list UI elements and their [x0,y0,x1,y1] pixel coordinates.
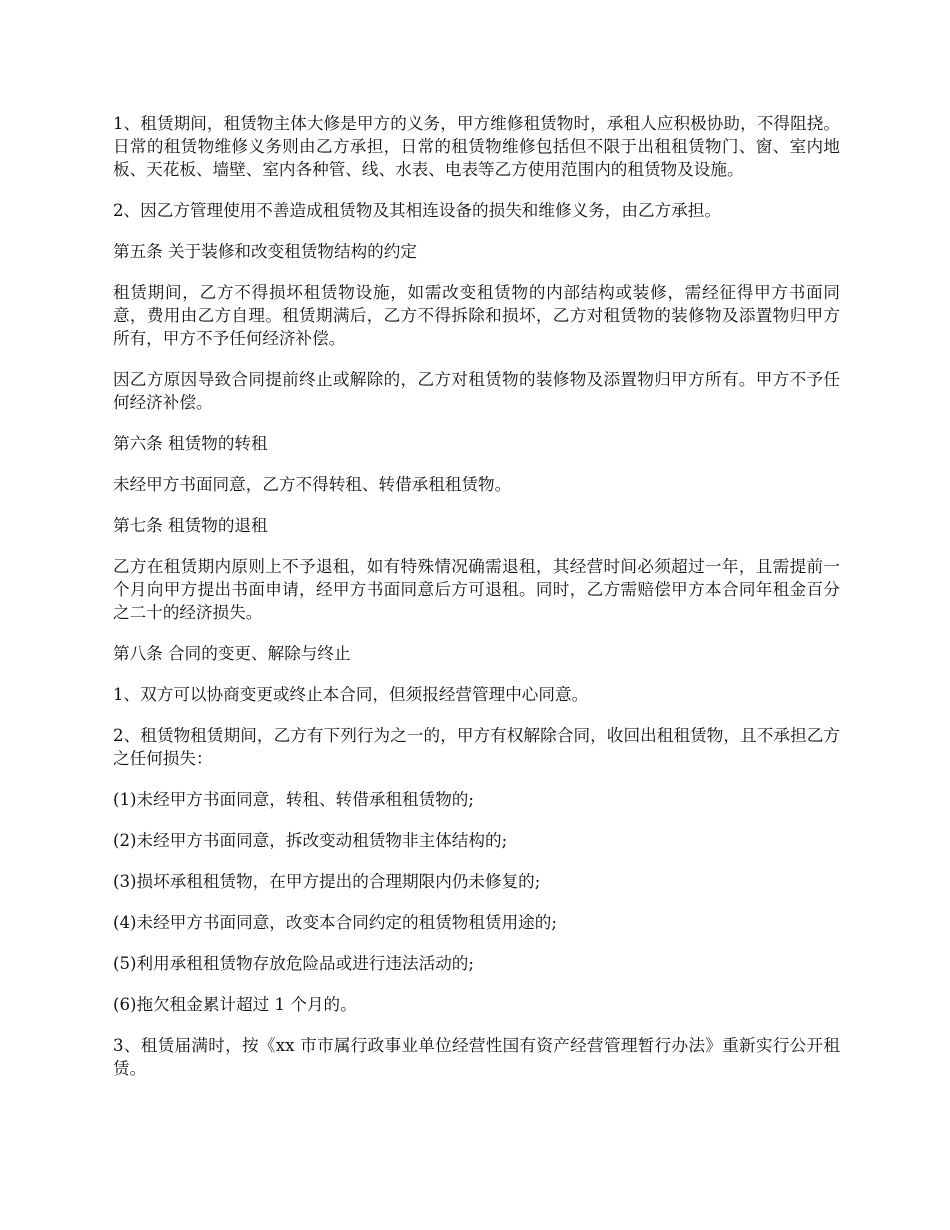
paragraph-termination-rights: 2、租赁物租赁期间，乙方有下列行为之一的，甲方有权解除合同，收回出租租赁物，且不承担乙方之任何损失： [113,726,840,768]
heading-article-6: 第六条 租赁物的转租 [113,434,268,453]
document-body [113,112,840,1098]
list-item-1: (1)未经甲方书面同意，转租、转借承租租赁物的; [113,790,474,809]
paragraph-loss-liability: 2、因乙方管理使用不善造成租赁物及其相连设备的损失和维修义务，由乙方承担。 [113,201,721,220]
paragraph-mutual-change: 1、双方可以协商变更或终止本合同，但须报经营管理中心同意。 [113,685,589,704]
paragraph-sublease: 未经甲方书面同意，乙方不得转租、转借承租租赁物。 [113,475,512,494]
paragraph-early-termination: 因乙方原因导致合同提前终止或解除的，乙方对租赁物的装修物及添置物归甲方所有。甲方不予任何经济补偿。 [113,370,840,412]
list-item-6: (6)拖欠租金累计超过 1 个月的。 [113,995,357,1014]
paragraph-surrender: 乙方在租赁期内原则上不予退租，如有特殊情况确需退租，其经营时间必须超过一年，且需提前一个月向甲方提出书面申请，经甲方书面同意后方可退租。同时，乙方需赔偿甲方本合同年租金百分之二十的经济损失。 [113,557,840,622]
paragraph-repair-duty: 1、租赁期间，租赁物主体大修是甲方的义务，甲方维修租赁物时，承租人应积极协助，不得阻挠。日常的租赁物维修义务则由乙方承担，日常的租赁物维修包括但不限于出租租赁物门、窗、室内地板、天花板、墙壁、室内各种管、线、水表、电表等乙方使用范围内的租赁物及设施。 [113,114,840,179]
list-item-2: (2)未经甲方书面同意，拆改变动租赁物非主体结构的; [113,831,508,850]
paragraph-lease-expiry: 3、租赁届满时，按《xx 市市属行政事业单位经营性国有资产经营管理暂行办法》重新实行公开租赁。 [113,1036,840,1078]
paragraph-renovation: 租赁期间，乙方不得损坏租赁物设施，如需改变租赁物的内部结构或装修，需经征得甲方书面同意，费用由乙方自理。租赁期满后，乙方不得拆除和损坏，乙方对租赁物的装修物及添置物归甲方所有，甲方不予任何经济补偿。 [113,283,840,348]
list-item-4: (4)未经甲方书面同意，改变本合同约定的租赁物租赁用途的; [113,913,557,932]
list-item-3: (3)损坏承租租赁物，在甲方提出的合理期限内仍未修复的; [113,872,541,891]
list-item-5: (5)利用承租租赁物存放危险品或进行违法活动的; [113,954,474,973]
heading-article-7: 第七条 租赁物的退租 [113,516,268,535]
heading-article-8: 第八条 合同的变更、解除与终止 [113,644,351,663]
heading-article-5: 第五条 关于装修和改变租赁物结构的约定 [113,242,417,261]
